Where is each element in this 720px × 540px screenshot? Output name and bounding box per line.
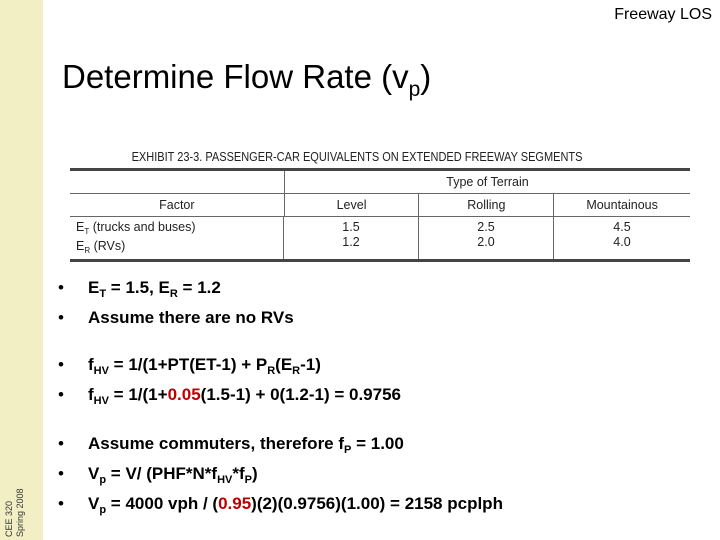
factor-et: $E_T$ (trucks and buses) xyxy=(76,220,196,236)
table-body xyxy=(70,216,690,259)
slide-topic: Freeway LOS xyxy=(614,6,712,23)
course-label xyxy=(4,337,26,537)
level-er: 1.2 xyxy=(342,235,360,249)
col-factor: Factor xyxy=(70,194,285,216)
exhibit-caption: EXHIBIT 23-3. PASSENGER-CAR EQUIVALENTS ON EXTENDED FREEWAY SEGMENTS xyxy=(131,150,583,164)
level-et: 1.5 xyxy=(342,220,360,234)
phf-value: 0.95 xyxy=(218,494,252,513)
pce-table xyxy=(70,168,690,262)
rolling-et: 2.5 xyxy=(477,220,495,234)
mountainous-er: 4.0 xyxy=(613,235,631,249)
bullet-group-factors xyxy=(58,276,294,330)
exhibit-table xyxy=(70,146,690,262)
truck-percent-value: 0.05 xyxy=(167,385,201,404)
terrain-group-header: Type of Terrain xyxy=(446,175,529,189)
bullet-no-rvs: • Assume there are no RVs xyxy=(58,306,294,330)
bullet-group-flow-rate xyxy=(58,432,503,522)
sidebar-band xyxy=(0,0,43,540)
slide-title xyxy=(62,58,431,102)
course-term: Spring 2008 xyxy=(15,488,25,537)
mountainous-cell xyxy=(554,217,690,259)
bullet-fhv-formula: • $f_{HV} = 1/(1+PT(ET-1) + P_R(E_R-1)$ xyxy=(58,353,401,383)
factor-er: $E_R$ (RVs) xyxy=(76,239,126,255)
title-text: Determine Flow Rate (v xyxy=(62,58,409,95)
rolling-er: 2.0 xyxy=(477,235,495,249)
bullet-group-fhv xyxy=(58,353,401,413)
level-cell xyxy=(284,217,419,259)
bullet-commuters: • Assume commuters, therefore $f_P = 1.00$ xyxy=(58,432,503,462)
table-corner xyxy=(70,171,285,193)
bullet-pce-values: • $E_T = 1.5$, $E_R = 1.2$ xyxy=(58,276,294,306)
mountainous-et: 4.5 xyxy=(613,220,631,234)
title-close: ) xyxy=(420,58,432,95)
col-mountainous: Mountainous xyxy=(586,198,658,212)
col-rolling: Rolling xyxy=(419,194,554,216)
rolling-cell xyxy=(419,217,554,259)
col-level: Level xyxy=(285,194,420,216)
table-group-header-row xyxy=(70,171,690,193)
bullet-fhv-calc: • $f_{HV} = 1/(1+0.05(1.5-1) + 0(1.2-1) = 0.9756$ xyxy=(58,383,401,413)
bullet-vp-formula: • $V_p = V/$ $(PHF*N*f_{HV}*f_P)$ xyxy=(58,462,503,492)
course-code: CEE 320 xyxy=(4,500,14,537)
table-header-row xyxy=(70,193,690,216)
bullet-vp-calc: • $V_p = 4000$ vph / (0.95)(2)(0.9756)(1.00) = 2158 pcplph xyxy=(58,492,503,522)
factor-cell xyxy=(70,217,284,259)
title-subscript: p xyxy=(408,78,421,101)
